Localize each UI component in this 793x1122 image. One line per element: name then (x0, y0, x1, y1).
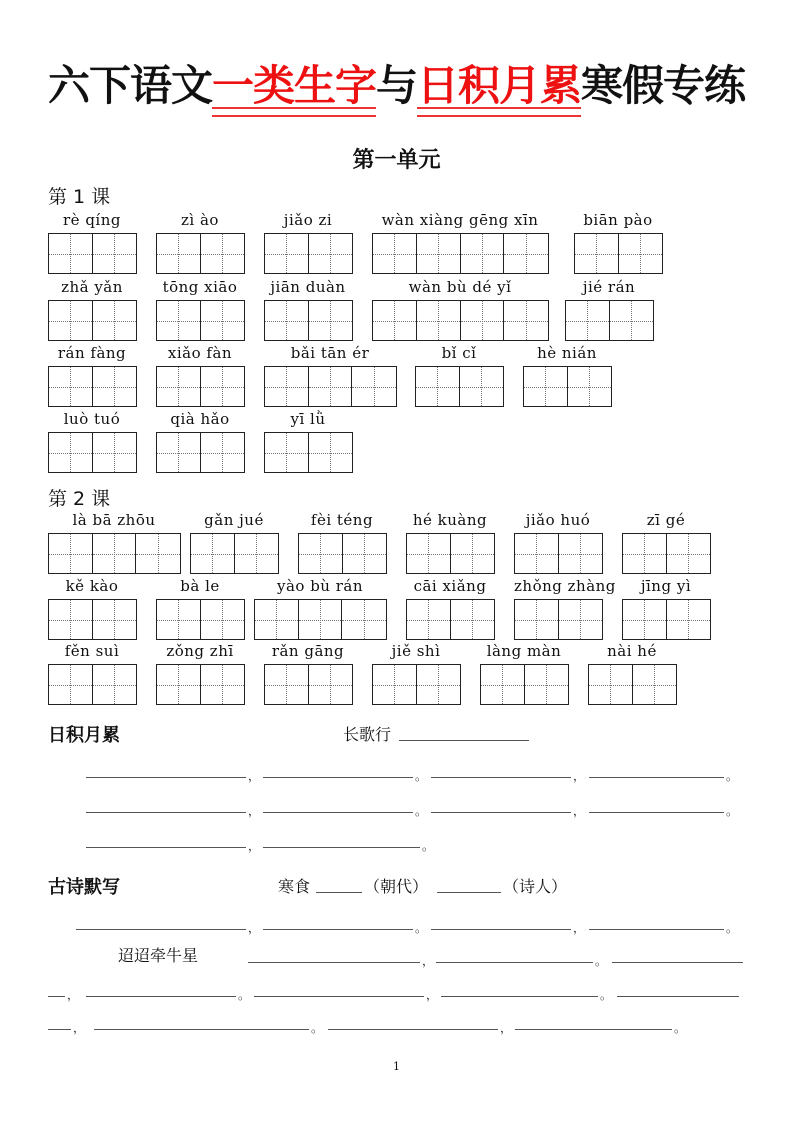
character-cell[interactable] (559, 600, 603, 639)
tianzige-grid[interactable] (156, 233, 245, 274)
comma-mark: ， (73, 1021, 86, 1035)
character-cell[interactable] (309, 301, 353, 340)
pinyin-label: rè qíng (63, 211, 121, 229)
character-cell[interactable] (417, 234, 461, 273)
character-cell[interactable] (460, 367, 504, 406)
riji-answer-line[interactable] (86, 812, 246, 813)
period-mark: 。 (726, 921, 739, 935)
riji-answer-line[interactable] (431, 812, 571, 813)
tianzige-grid[interactable] (264, 366, 397, 407)
character-cell[interactable] (93, 665, 137, 704)
character-cell[interactable] (451, 534, 495, 573)
character-cell[interactable] (610, 301, 654, 340)
character-cell[interactable] (157, 665, 201, 704)
page-title (0, 58, 793, 114)
pinyin-label: qià hǎo (170, 410, 230, 428)
lesson-2-label: 第 2 课 (48, 488, 111, 510)
gushi-poem-title: 寒食 (278, 877, 311, 896)
tianzige-grid[interactable] (588, 664, 677, 705)
pinyin-label: zǒng zhī (166, 642, 234, 660)
tianzige-grid[interactable] (523, 366, 612, 407)
pinyin-label: hè nián (537, 344, 597, 362)
tianzige-grid[interactable] (565, 300, 654, 341)
pinyin-label: kě kào (65, 577, 119, 595)
character-cell[interactable] (157, 600, 201, 639)
character-cell[interactable] (343, 534, 387, 573)
tianzige-grid[interactable] (190, 533, 279, 574)
character-cell[interactable] (667, 534, 711, 573)
tianzige-grid[interactable] (48, 233, 137, 274)
character-cell[interactable] (49, 367, 93, 406)
character-cell[interactable] (93, 367, 137, 406)
pinyin-label: biān pào (583, 211, 653, 229)
character-cell[interactable] (407, 534, 451, 573)
character-cell[interactable] (201, 301, 245, 340)
character-cell[interactable] (265, 665, 309, 704)
period-mark: 。 (415, 769, 428, 783)
character-cell[interactable] (309, 433, 353, 472)
character-cell[interactable] (93, 433, 137, 472)
character-cell[interactable] (309, 367, 353, 406)
character-cell[interactable] (342, 600, 386, 639)
gushi-answer-line[interactable] (617, 996, 739, 997)
character-cell[interactable] (504, 301, 548, 340)
tianzige-grid[interactable] (514, 533, 603, 574)
tianzige-grid[interactable] (48, 599, 137, 640)
character-cell[interactable] (235, 534, 279, 573)
character-cell[interactable] (633, 665, 677, 704)
character-cell[interactable] (589, 665, 633, 704)
tianzige-grid[interactable] (156, 366, 245, 407)
character-cell[interactable] (623, 600, 667, 639)
gushi-answer-line[interactable] (612, 962, 743, 963)
character-cell[interactable] (93, 534, 137, 573)
character-cell[interactable] (566, 301, 610, 340)
pinyin-label: yī lǜ (290, 410, 326, 428)
riji-answer-line[interactable] (589, 777, 724, 778)
pinyin-label: bǎi tān ér (290, 344, 370, 362)
riji-answer-line[interactable] (263, 812, 413, 813)
character-cell[interactable] (461, 301, 505, 340)
character-cell[interactable] (201, 367, 245, 406)
gushi-answer-line[interactable] (86, 996, 236, 997)
character-cell[interactable] (49, 433, 93, 472)
character-cell[interactable] (201, 433, 245, 472)
character-cell[interactable] (49, 600, 93, 639)
gushi-answer-line[interactable] (431, 929, 571, 930)
tianzige-grid[interactable] (622, 599, 711, 640)
character-cell[interactable] (93, 301, 137, 340)
period-mark: 。 (726, 804, 739, 818)
tianzige-grid[interactable] (48, 664, 137, 705)
riji-author-blank[interactable] (399, 740, 529, 741)
character-cell[interactable] (407, 600, 451, 639)
pinyin-label: jié rán (582, 278, 636, 296)
character-cell[interactable] (157, 234, 201, 273)
gushi-answer-line[interactable] (589, 929, 724, 930)
character-cell[interactable] (49, 301, 93, 340)
poet-label: （诗人） (503, 877, 568, 896)
gushi-answer-line[interactable] (515, 1029, 672, 1030)
title-part-3: 寒假专练 (581, 61, 746, 110)
comma-mark: ， (67, 988, 80, 1002)
pinyin-label: jiǎo zi (283, 211, 333, 229)
comma-mark: ， (248, 769, 261, 783)
riji-heading: 日积月累 (48, 725, 120, 746)
pinyin-label: fèi téng (310, 511, 374, 529)
character-cell[interactable] (416, 367, 460, 406)
period-mark: 。 (595, 954, 608, 968)
title-part-1: 六下语文 (47, 61, 212, 110)
riji-poem-title: 长歌行 (343, 725, 392, 744)
tianzige-grid[interactable] (372, 300, 549, 341)
character-cell[interactable] (623, 534, 667, 573)
character-cell[interactable] (451, 600, 495, 639)
tianzige-grid[interactable] (480, 664, 569, 705)
character-cell[interactable] (373, 234, 417, 273)
riji-answer-line[interactable] (431, 777, 571, 778)
title-part-2: 与 (375, 61, 417, 110)
tianzige-grid[interactable] (415, 366, 504, 407)
character-cell[interactable] (265, 433, 309, 472)
character-cell[interactable] (191, 534, 235, 573)
character-cell[interactable] (49, 665, 93, 704)
tianzige-grid[interactable] (406, 533, 495, 574)
period-mark: 。 (415, 921, 428, 935)
tianzige-grid[interactable] (264, 300, 353, 341)
comma-mark: ， (422, 954, 435, 968)
period-mark: 。 (422, 839, 435, 853)
tianzige-grid[interactable] (514, 599, 603, 640)
character-cell[interactable] (461, 234, 505, 273)
tianzige-grid[interactable] (156, 432, 245, 473)
tianzige-grid[interactable] (264, 233, 353, 274)
comma-mark: ， (573, 921, 586, 935)
character-cell[interactable] (373, 665, 417, 704)
gushi-answer-line[interactable] (328, 1029, 498, 1030)
character-cell[interactable] (373, 301, 417, 340)
period-mark: 。 (238, 988, 251, 1002)
riji-answer-line[interactable] (589, 812, 724, 813)
pinyin-label: zhǒng zhàng (514, 577, 616, 595)
riji-answer-line[interactable] (263, 847, 420, 848)
character-cell[interactable] (299, 534, 343, 573)
pinyin-label: luò tuó (63, 410, 121, 428)
gushi-answer-line[interactable] (263, 929, 413, 930)
tianzige-grid[interactable] (264, 432, 353, 473)
tianzige-grid[interactable] (254, 599, 387, 640)
character-cell[interactable] (49, 534, 93, 573)
character-cell[interactable] (299, 600, 343, 639)
unit-title: 第一单元 (352, 148, 441, 173)
pinyin-label: jīng yì (640, 577, 692, 595)
pinyin-label: bà le (180, 577, 220, 595)
gushi-answer-line[interactable] (254, 996, 424, 997)
character-cell[interactable] (201, 665, 245, 704)
pinyin-label: yào bù rán (276, 577, 364, 595)
riji-answer-line[interactable] (263, 777, 413, 778)
pinyin-label: zì ào (181, 211, 219, 229)
gushi-answer-line[interactable] (48, 1029, 71, 1030)
pinyin-label: gǎn jué (204, 511, 264, 529)
gushi-answer-line[interactable] (48, 996, 65, 997)
second-poem-title: 迢迢牵牛星 (118, 946, 199, 965)
tianzige-grid[interactable] (574, 233, 663, 274)
tianzige-grid[interactable] (622, 533, 711, 574)
period-mark: 。 (600, 988, 613, 1002)
riji-answer-line[interactable] (86, 847, 246, 848)
pinyin-label: cāi xiǎng (413, 577, 487, 595)
tianzige-grid[interactable] (48, 366, 137, 407)
period-mark: 。 (674, 1021, 687, 1035)
character-cell[interactable] (201, 600, 245, 639)
tianzige-grid[interactable] (156, 664, 245, 705)
comma-mark: ， (500, 1021, 513, 1035)
comma-mark: ， (573, 769, 586, 783)
character-cell[interactable] (417, 665, 461, 704)
character-cell[interactable] (504, 234, 548, 273)
comma-mark: ， (248, 804, 261, 818)
character-cell[interactable] (515, 600, 559, 639)
tianzige-grid[interactable] (372, 664, 461, 705)
title-highlight-1: 一类生字 (212, 58, 376, 114)
character-cell[interactable] (157, 433, 201, 472)
pinyin-label: là bā zhōu (72, 511, 156, 529)
character-cell[interactable] (265, 234, 309, 273)
tianzige-grid[interactable] (264, 664, 353, 705)
period-mark: 。 (726, 769, 739, 783)
character-cell[interactable] (265, 367, 309, 406)
pinyin-label: jiě shì (391, 642, 441, 660)
tianzige-grid[interactable] (48, 300, 137, 341)
dynasty-label: （朝代） (364, 877, 429, 896)
riji-answer-line[interactable] (86, 777, 246, 778)
pinyin-label: rán fàng (57, 344, 127, 362)
lesson-1-label: 第 1 课 (48, 186, 111, 208)
character-cell[interactable] (417, 301, 461, 340)
gushi-heading: 古诗默写 (48, 877, 120, 898)
character-cell[interactable] (157, 367, 201, 406)
pinyin-label: làng màn (486, 642, 562, 660)
character-cell[interactable] (525, 665, 569, 704)
gushi-answer-line[interactable] (76, 929, 246, 930)
tianzige-grid[interactable] (48, 432, 137, 473)
pinyin-label: zī gé (646, 511, 686, 529)
character-cell[interactable] (481, 665, 525, 704)
character-cell[interactable] (255, 600, 299, 639)
character-cell[interactable] (568, 367, 612, 406)
pinyin-label: hé kuàng (412, 511, 488, 529)
pinyin-label: wàn bù dé yǐ (408, 278, 512, 296)
character-cell[interactable] (667, 600, 711, 639)
character-cell[interactable] (201, 234, 245, 273)
comma-mark: ， (248, 921, 261, 935)
gushi-answer-line[interactable] (441, 996, 598, 997)
period-mark: 。 (311, 1021, 324, 1035)
tianzige-grid[interactable] (156, 599, 245, 640)
pinyin-label: jiān duàn (270, 278, 346, 296)
dynasty-blank[interactable] (316, 892, 362, 893)
pinyin-label: rǎn gāng (271, 642, 345, 660)
character-cell[interactable] (559, 534, 603, 573)
character-cell[interactable] (575, 234, 619, 273)
pinyin-label: tōng xiāo (162, 278, 238, 296)
poet-blank[interactable] (437, 892, 501, 893)
character-cell[interactable] (93, 600, 137, 639)
pinyin-label: xiǎo fàn (167, 344, 233, 362)
character-cell[interactable] (619, 234, 663, 273)
comma-mark: ， (426, 988, 439, 1002)
character-cell[interactable] (515, 534, 559, 573)
comma-mark: ， (573, 804, 586, 818)
gushi-answer-line[interactable] (94, 1029, 309, 1030)
tianzige-grid[interactable] (298, 533, 387, 574)
pinyin-label: nài hé (607, 642, 657, 660)
pinyin-label: fěn suì (64, 642, 120, 660)
character-cell[interactable] (93, 234, 137, 273)
tianzige-grid[interactable] (406, 599, 495, 640)
character-cell[interactable] (265, 301, 309, 340)
tianzige-grid[interactable] (48, 533, 181, 574)
character-cell[interactable] (352, 367, 396, 406)
character-cell[interactable] (524, 367, 568, 406)
pinyin-label: bǐ cǐ (441, 344, 477, 362)
character-cell[interactable] (309, 234, 353, 273)
tianzige-grid[interactable] (156, 300, 245, 341)
pinyin-label: zhǎ yǎn (61, 278, 123, 296)
character-cell[interactable] (49, 234, 93, 273)
pinyin-label: jiǎo huó (525, 511, 591, 529)
character-cell[interactable] (309, 665, 353, 704)
gushi-answer-line[interactable] (436, 962, 593, 963)
character-cell[interactable] (136, 534, 180, 573)
period-mark: 。 (415, 804, 428, 818)
pinyin-label: wàn xiàng gēng xīn (381, 211, 539, 229)
character-cell[interactable] (157, 301, 201, 340)
comma-mark: ， (248, 839, 261, 853)
title-highlight-2: 日积月累 (417, 58, 581, 114)
page-number: 1 (393, 1060, 400, 1073)
gushi-answer-line[interactable] (248, 962, 420, 963)
tianzige-grid[interactable] (372, 233, 549, 274)
